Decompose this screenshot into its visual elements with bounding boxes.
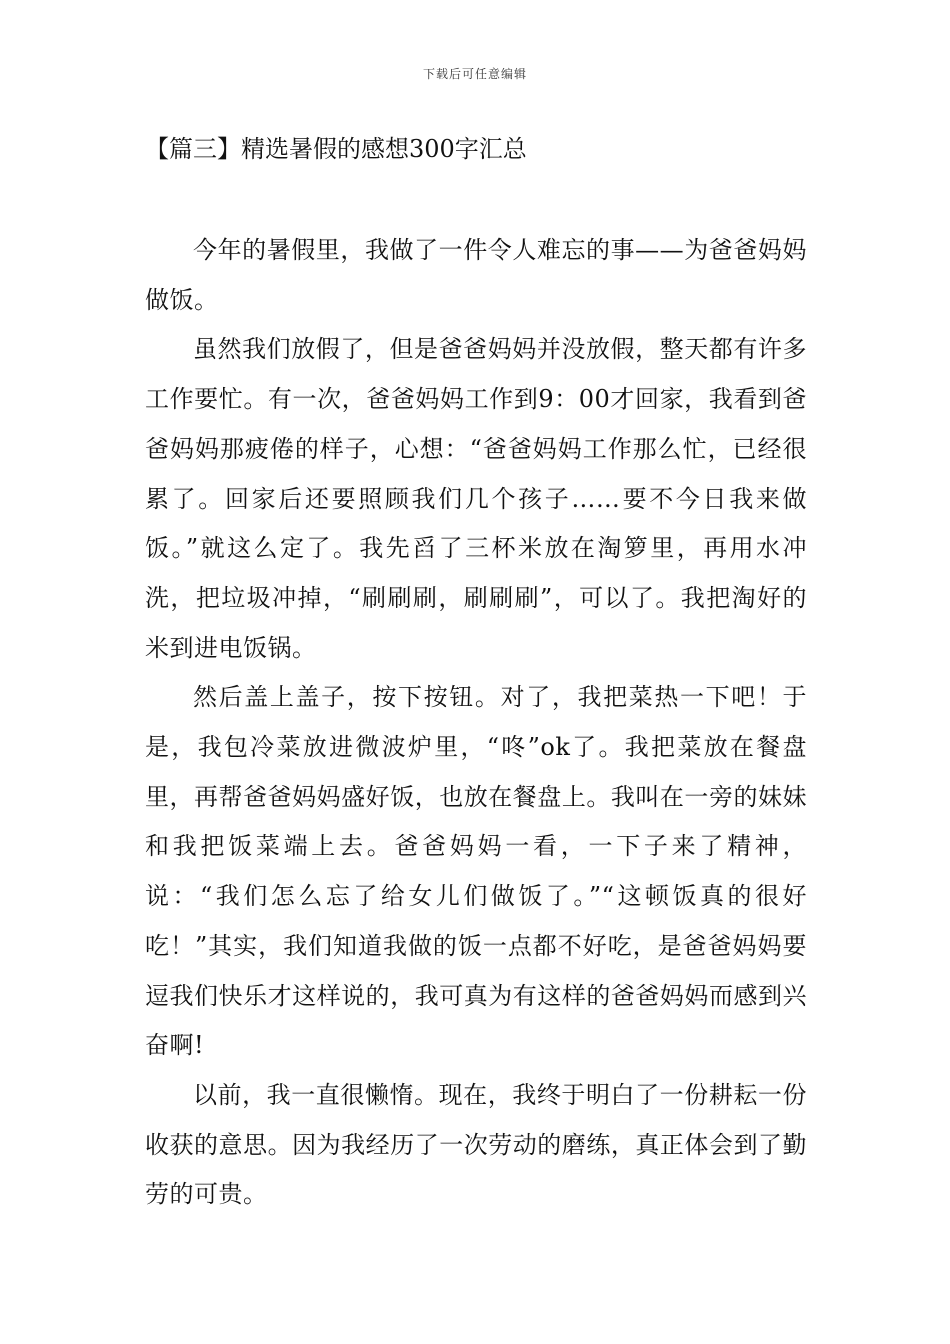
paragraph-1: 今年的暑假里，我做了一件令人难忘的事——为爸爸妈妈做饭。 bbox=[145, 236, 807, 314]
paragraph-3: 然后盖上盖子，按下按钮。对了，我把菜热一下吧！于是，我包冷菜放进微波炉里，“咚”ok了。我把菜放在餐盘里，再帮爸爸妈妈盛好饭，也放在餐盘上。我叫在一旁的妹妹和我把饭菜端上去。爸爸妈妈一看，一下子来了精神，说：“我们怎么忘了给女儿们做饭了。”“这顿饭真的很好吃！”其实，我们知道我做的饭一点都不好吃，是爸爸妈妈要逗我们快乐才这样说的，我可真为有这样的爸爸妈妈而感到兴奋啊! bbox=[145, 683, 807, 1060]
paragraph-2: 虽然我们放假了，但是爸爸妈妈并没放假，整天都有许多工作要忙。有一次，爸爸妈妈工作到9：00才回家，我看到爸爸妈妈那疲倦的样子，心想：“爸爸妈妈工作那么忙，已经很累了。回家后还要照顾我们几个孩子……要不今日我来做饭。”就这么定了。我先舀了三杯米放在淘箩里，再用水冲洗，把垃圾冲掉，“刷刷刷，刷刷刷”，可以了。我把淘好的米到进电饭锅。 bbox=[145, 335, 807, 662]
paragraph-4: 以前，我一直很懒惰。现在，我终于明白了一份耕耘一份收获的意思。因为我经历了一次劳动的磨练，真正体会到了勤劳的可贵。 bbox=[145, 1080, 807, 1209]
header-note: 下载后可任意编辑 bbox=[422, 67, 527, 81]
page-title: 【篇三】精选暑假的感想300字汇总 bbox=[145, 135, 527, 163]
body-text bbox=[145, 226, 807, 1220]
